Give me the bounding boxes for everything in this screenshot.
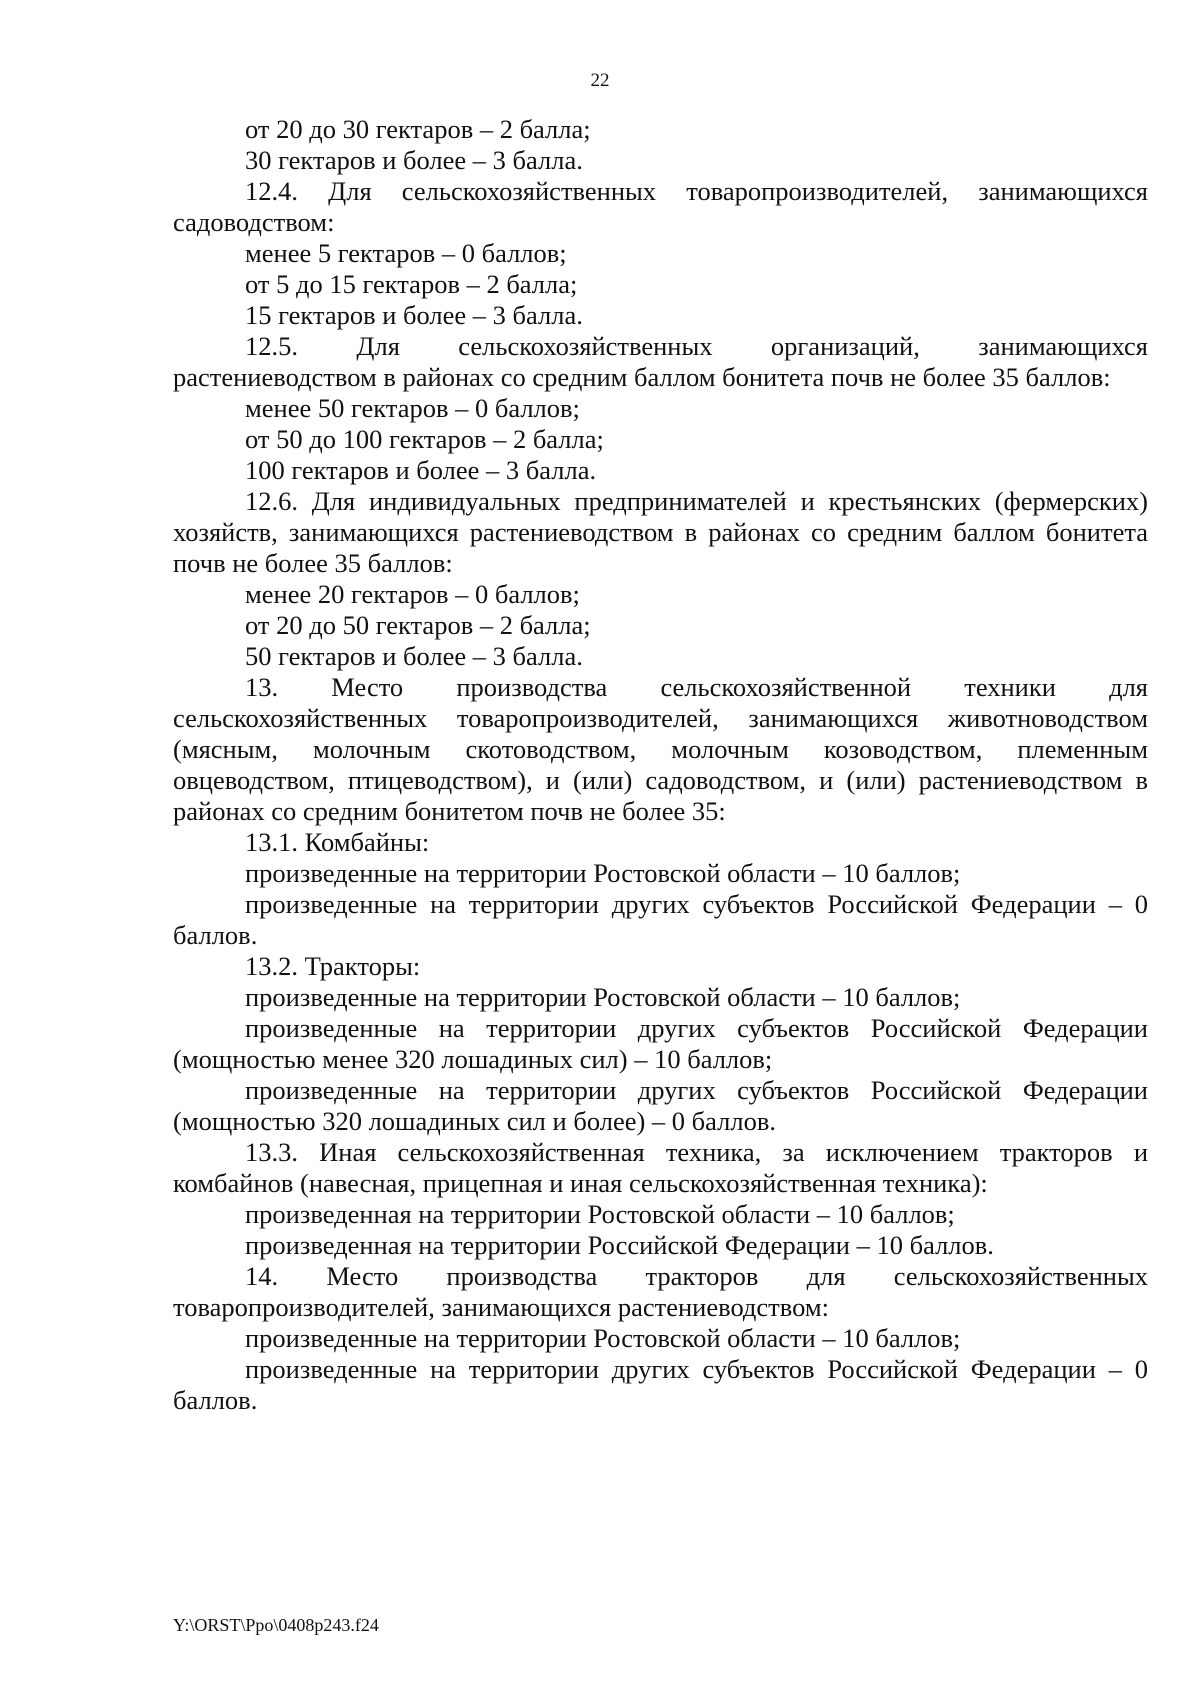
paragraph: произведенные на территории Ростовской области – 10 баллов;	[245, 982, 961, 1012]
paragraph: произведенные на территории Ростовской области – 10 баллов;	[245, 858, 961, 888]
paragraph: 13.3. Иная сельскохозяйственная техника, за исключением тракторов и комбайнов (навесная, прицепная и иная сельскохозяйственная техника):	[173, 1137, 1148, 1198]
paragraph: 12.6. Для индивидуальных предпринимателей и крестьянских (фермерских) хозяйств, занимающихся растениеводством в районах со средним баллом бонитета почв не более 35 баллов:	[173, 486, 1148, 578]
document-body	[173, 114, 1148, 1416]
file-path-footer: Y:\ORST\Ppo\0408p243.f24	[173, 1615, 379, 1635]
paragraph: произведенные на территории Ростовской области – 10 баллов;	[245, 1323, 961, 1353]
paragraph: 13.1. Комбайны:	[245, 827, 430, 857]
paragraph: произведенные на территории других субъектов Российской Федерации – 0 баллов.	[173, 1354, 1148, 1415]
paragraph: произведенные на территории других субъектов Российской Федерации (мощностью менее 320 лошадиных сил) – 10 баллов;	[173, 1013, 1148, 1074]
paragraph: 13.2. Тракторы:	[245, 951, 421, 981]
paragraph: менее 50 гектаров – 0 баллов;	[245, 393, 580, 423]
paragraph: 50 гектаров и более – 3 балла.	[245, 641, 583, 671]
paragraph: от 20 до 50 гектаров – 2 балла;	[245, 610, 591, 640]
paragraph: произведенные на территории других субъектов Российской Федерации (мощностью 320 лошадиных сил и более) – 0 баллов.	[173, 1075, 1148, 1136]
paragraph: произведенная на территории Российской Федерации – 10 баллов.	[245, 1230, 994, 1260]
paragraph: 15 гектаров и более – 3 балла.	[245, 300, 583, 330]
paragraph: 100 гектаров и более – 3 балла.	[245, 455, 597, 485]
paragraph: от 5 до 15 гектаров – 2 балла;	[245, 269, 578, 299]
paragraph: произведенная на территории Ростовской области – 10 баллов;	[245, 1199, 955, 1229]
paragraph: менее 5 гектаров – 0 баллов;	[245, 238, 567, 268]
paragraph: 14. Место производства тракторов для сельскохозяйственных товаропроизводителей, занимающихся растениеводством:	[173, 1261, 1148, 1322]
paragraph: от 20 до 30 гектаров – 2 балла;	[245, 114, 591, 144]
paragraph: 12.5. Для сельскохозяйственных организаций, занимающихся растениеводством в районах со средним баллом бонитета почв не более 35 баллов:	[173, 331, 1148, 392]
paragraph: 12.4. Для сельскохозяйственных товаропроизводителей, занимающихся садоводством:	[173, 176, 1148, 237]
page-number: 22	[590, 70, 610, 91]
paragraph: от 50 до 100 гектаров – 2 балла;	[245, 424, 604, 454]
paragraph: 13. Место производства сельскохозяйственной техники для сельскохозяйственных товаропроизводителей, занимающихся животноводством (мясным, молочным скотоводством, молочным козоводством, племенным овцеводством, птицеводством), и (или) садоводством, и (или) растениеводством в районах со средним бонитетом почв не более 35:	[173, 672, 1148, 826]
paragraph: менее 20 гектаров – 0 баллов;	[245, 579, 580, 609]
paragraph: произведенные на территории других субъектов Российской Федерации – 0 баллов.	[173, 889, 1148, 950]
paragraph: 30 гектаров и более – 3 балла.	[245, 145, 583, 175]
